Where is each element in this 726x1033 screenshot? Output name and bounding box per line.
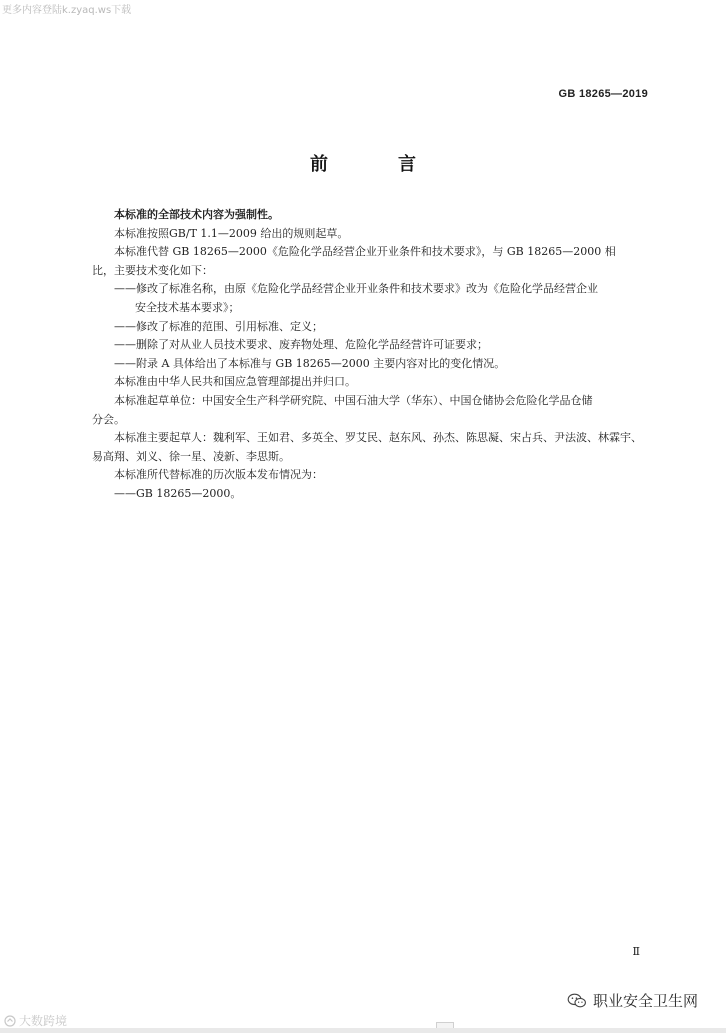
- history-item: ——GB 18265—2000。: [114, 486, 242, 500]
- paragraph-drafting-rules: 本标准按照GB/T 1.1—2009 给出的规则起草。: [114, 226, 349, 240]
- paragraph-history: 本标准所代替标准的历次版本发布情况为：: [114, 468, 323, 482]
- bottom-left-watermark-text: 大数跨境: [19, 1014, 68, 1028]
- page-title: 前 言: [310, 154, 442, 175]
- wechat-icon: [567, 993, 587, 1009]
- standard-number: GB 18265—2019: [558, 88, 648, 100]
- change-item-title-line1: ——修改了标准名称，由原《危险化学品经营企业开业条件和技术要求》改为《危险化学品经营企业: [114, 282, 598, 296]
- paragraph-replaces-line1: 本标准代替 GB 18265—2000《危险化学品经营企业开业条件和技术要求》，与 GB 18265—2000 相: [114, 245, 616, 259]
- paragraph-drafting-units-line2: 分会。: [92, 412, 125, 426]
- footer-watermark-text: 职业安全卫生网: [592, 992, 698, 1010]
- paragraph-drafters-line2: 易高翔、刘义、徐一星、凌新、李思斯。: [92, 449, 290, 463]
- footer-watermark: [567, 990, 698, 1011]
- bottom-left-watermark: [4, 1012, 67, 1029]
- change-item-scope: ——修改了标准的范围、引用标准、定义；: [114, 319, 323, 333]
- page-number: Ⅱ: [632, 945, 640, 958]
- paragraph-mandatory: 本标准的全部技术内容为强制性。: [114, 208, 279, 221]
- paragraph-proposed-by: 本标准由中华人民共和国应急管理部提出并归口。: [114, 375, 356, 389]
- change-item-annex: ——附录 A 具体给出了本标准与 GB 18265—2000 主要内容对比的变化情况。: [114, 356, 506, 370]
- paragraph-drafters-line1: 本标准主要起草人：魏利军、王如君、多英全、罗艾民、赵东风、孙杰、陈思凝、宋占兵、尹法波、林霖宇、: [114, 431, 642, 445]
- change-item-removed: ——删除了对从业人员技术要求、废弃物处理、危险化学品经营许可证要求；: [114, 338, 488, 352]
- foreword-body: [92, 206, 662, 504]
- bottom-bar: [0, 1028, 726, 1033]
- change-item-title-line2: 安全技术基本要求》；: [135, 300, 240, 314]
- paragraph-drafting-units-line1: 本标准起草单位：中国安全生产科学研究院、中国石油大学（华东）、中国仓储协会危险化学品仓储: [114, 393, 593, 407]
- paragraph-replaces-line2: 比，主要技术变化如下：: [92, 263, 213, 277]
- top-watermark: 更多内容登陆k.zyaq.ws下载: [2, 5, 132, 16]
- logo-icon: [4, 1015, 16, 1027]
